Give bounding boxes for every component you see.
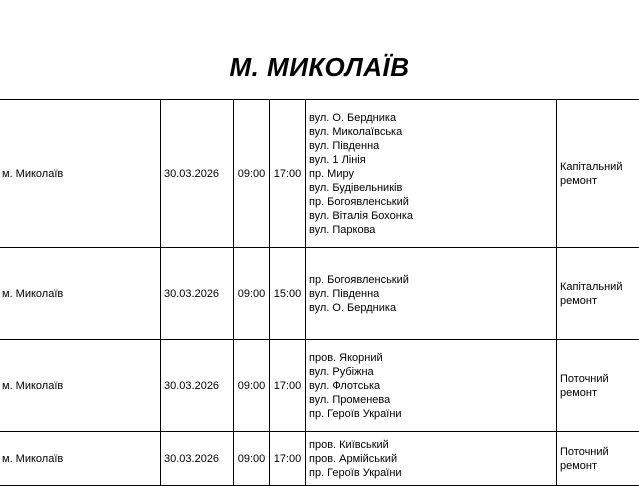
- date-cell: 30.03.2026: [161, 432, 234, 486]
- page-title: М. МИКОЛАЇВ: [0, 52, 639, 83]
- outage-table: [0, 99, 639, 486]
- street-item: пр. Героїв України: [309, 466, 553, 480]
- work-type-cell: [557, 340, 639, 432]
- date-cell: 30.03.2026: [161, 248, 234, 340]
- end-time-cell: 17:00: [270, 432, 306, 486]
- street-item: вул. Будівельників: [309, 181, 553, 195]
- street-item: пров. Якорний: [309, 351, 553, 365]
- work-type-cell: [557, 100, 639, 248]
- street-item: пр. Богоявленський: [309, 195, 553, 209]
- work-type-line1: Поточний: [560, 445, 636, 459]
- city-cell: м. Миколаїв: [0, 248, 161, 340]
- work-type-line1: Капітальний: [560, 160, 636, 174]
- table-row: [0, 100, 639, 248]
- street-item: вул. Південна: [309, 287, 553, 301]
- city-cell: м. Миколаїв: [0, 432, 161, 486]
- end-time-cell: 17:00: [270, 100, 306, 248]
- work-type-cell: [557, 432, 639, 486]
- street-item: пр. Богоявленський: [309, 273, 553, 287]
- street-item: вул. Променева: [309, 393, 553, 407]
- street-item: вул. О. Бердника: [309, 111, 553, 125]
- table-row: [0, 340, 639, 432]
- start-time-cell: 09:00: [234, 100, 270, 248]
- work-type-line2: ремонт: [560, 174, 636, 188]
- start-time-cell: 09:00: [234, 340, 270, 432]
- street-item: пр. Героїв України: [309, 407, 553, 421]
- street-item: вул. Віталія Бохонка: [309, 209, 553, 223]
- end-time-cell: 15:00: [270, 248, 306, 340]
- streets-cell: [306, 432, 557, 486]
- street-item: пров. Армійський: [309, 452, 553, 466]
- city-cell: м. Миколаїв: [0, 340, 161, 432]
- end-time-cell: 17:00: [270, 340, 306, 432]
- street-item: вул. О. Бердника: [309, 301, 553, 315]
- street-item: вул. Рубіжна: [309, 365, 553, 379]
- work-type-line2: ремонт: [560, 386, 636, 400]
- street-item: пр. Миру: [309, 167, 553, 181]
- work-type-line1: Капітальний: [560, 280, 636, 294]
- table-row: [0, 432, 639, 486]
- street-item: пров. Київський: [309, 438, 553, 452]
- street-item: вул. Південна: [309, 139, 553, 153]
- work-type-cell: [557, 248, 639, 340]
- start-time-cell: 09:00: [234, 432, 270, 486]
- date-cell: 30.03.2026: [161, 340, 234, 432]
- work-type-line1: Поточний: [560, 372, 636, 386]
- city-cell: м. Миколаїв: [0, 100, 161, 248]
- work-type-line2: ремонт: [560, 459, 636, 473]
- table-row: [0, 248, 639, 340]
- date-cell: 30.03.2026: [161, 100, 234, 248]
- street-item: вул. Миколаївська: [309, 125, 553, 139]
- street-item: вул. Паркова: [309, 223, 553, 237]
- streets-cell: [306, 100, 557, 248]
- work-type-line2: ремонт: [560, 294, 636, 308]
- street-item: вул. Флотська: [309, 379, 553, 393]
- streets-cell: [306, 248, 557, 340]
- street-item: вул. 1 Лінія: [309, 153, 553, 167]
- streets-cell: [306, 340, 557, 432]
- start-time-cell: 09:00: [234, 248, 270, 340]
